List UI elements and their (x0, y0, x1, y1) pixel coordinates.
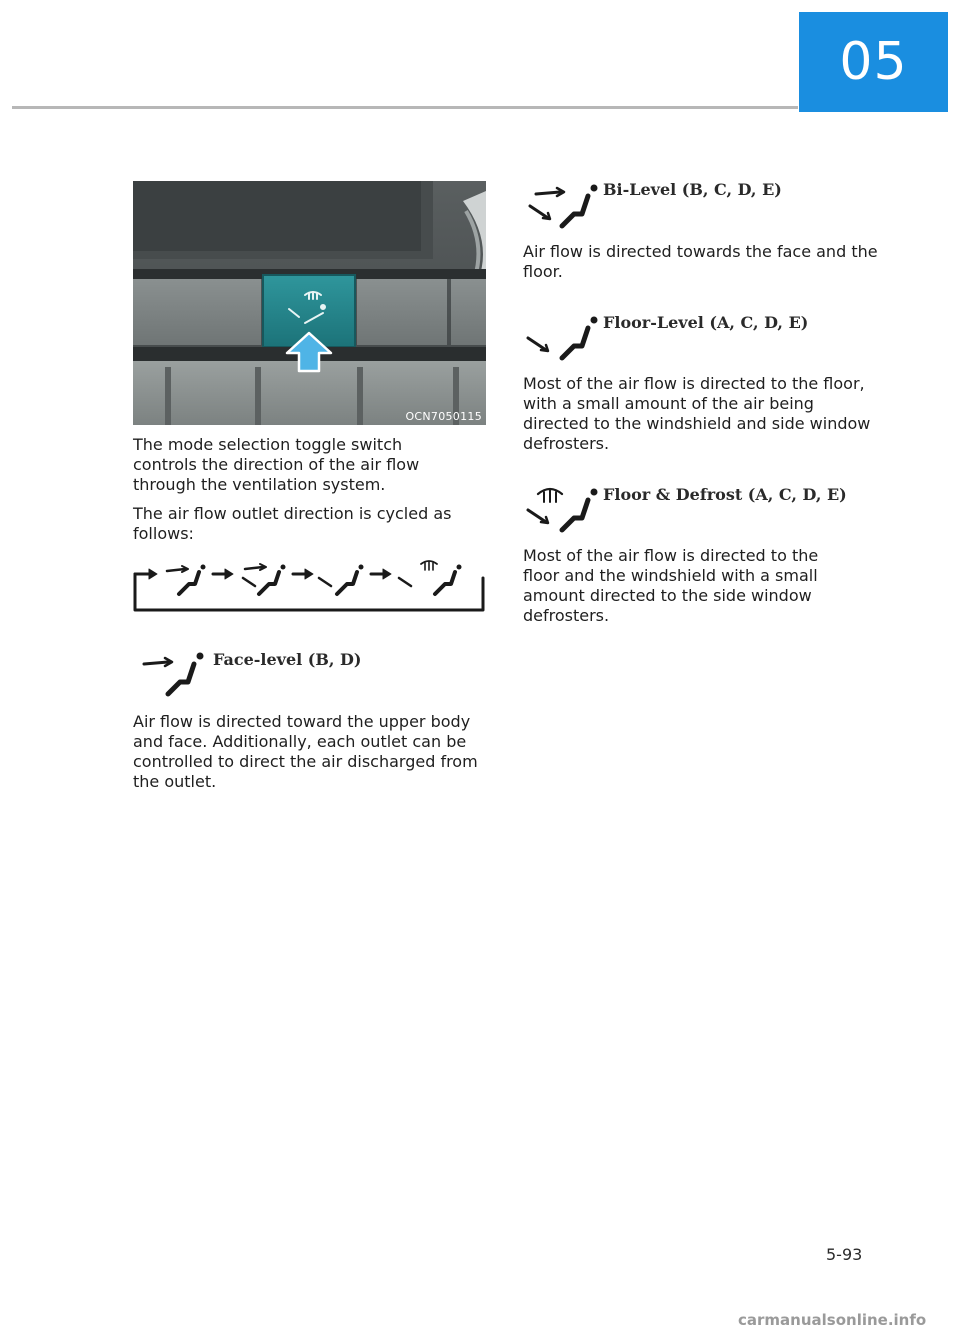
watermark: carmanualsonline.info (738, 1311, 927, 1329)
cycle-face-icon (167, 565, 206, 595)
floor-defrost-text: Most of the air flow is directed to the floor and the windshield with a small amount directed to the side window defrosters. (523, 546, 819, 625)
bi-level-text: Air flow is directed towards the face and the floor. (523, 242, 878, 281)
bi-level-heading: Bi-Level (B, C, D, E) (603, 180, 782, 199)
chapter-tab (799, 12, 948, 112)
face-level-icon (140, 648, 208, 698)
bi-level-icon (524, 180, 600, 230)
floor-level-heading: Floor-Level (A, C, D, E) (603, 313, 809, 332)
page-number: 5-93 (826, 1245, 863, 1264)
image-code: OCN7050115 (405, 410, 482, 423)
cycle-floor-icon (319, 565, 364, 595)
cycle-bi-level-icon (243, 564, 286, 594)
control-panel-photo (133, 181, 486, 425)
intro-paragraph-2: The air flow outlet direction is cycled as follows: (133, 504, 452, 543)
mode-cycle-diagram (133, 558, 489, 616)
chapter-number: 05 (839, 32, 908, 92)
face-level-heading: Face-level (B, D) (213, 650, 362, 669)
header-rule (12, 106, 798, 109)
face-level-text: Air flow is directed toward the upper body and face. Additionally, each outlet can be controlled to direct the air discharged from the outlet. (133, 712, 478, 791)
floor-defrost-heading: Floor & Defrost (A, C, D, E) (603, 485, 847, 504)
floor-level-icon (524, 312, 600, 362)
floor-defrost-icon (524, 484, 600, 534)
intro-paragraph-1: The mode selection toggle switch controls the direction of the air flow through the ventilation system. (133, 435, 420, 494)
cycle-floor-defrost-icon (399, 561, 462, 594)
floor-level-text: Most of the air flow is directed to the floor, with a small amount of the air being directed to the windshield and side window defrosters. (523, 374, 871, 453)
